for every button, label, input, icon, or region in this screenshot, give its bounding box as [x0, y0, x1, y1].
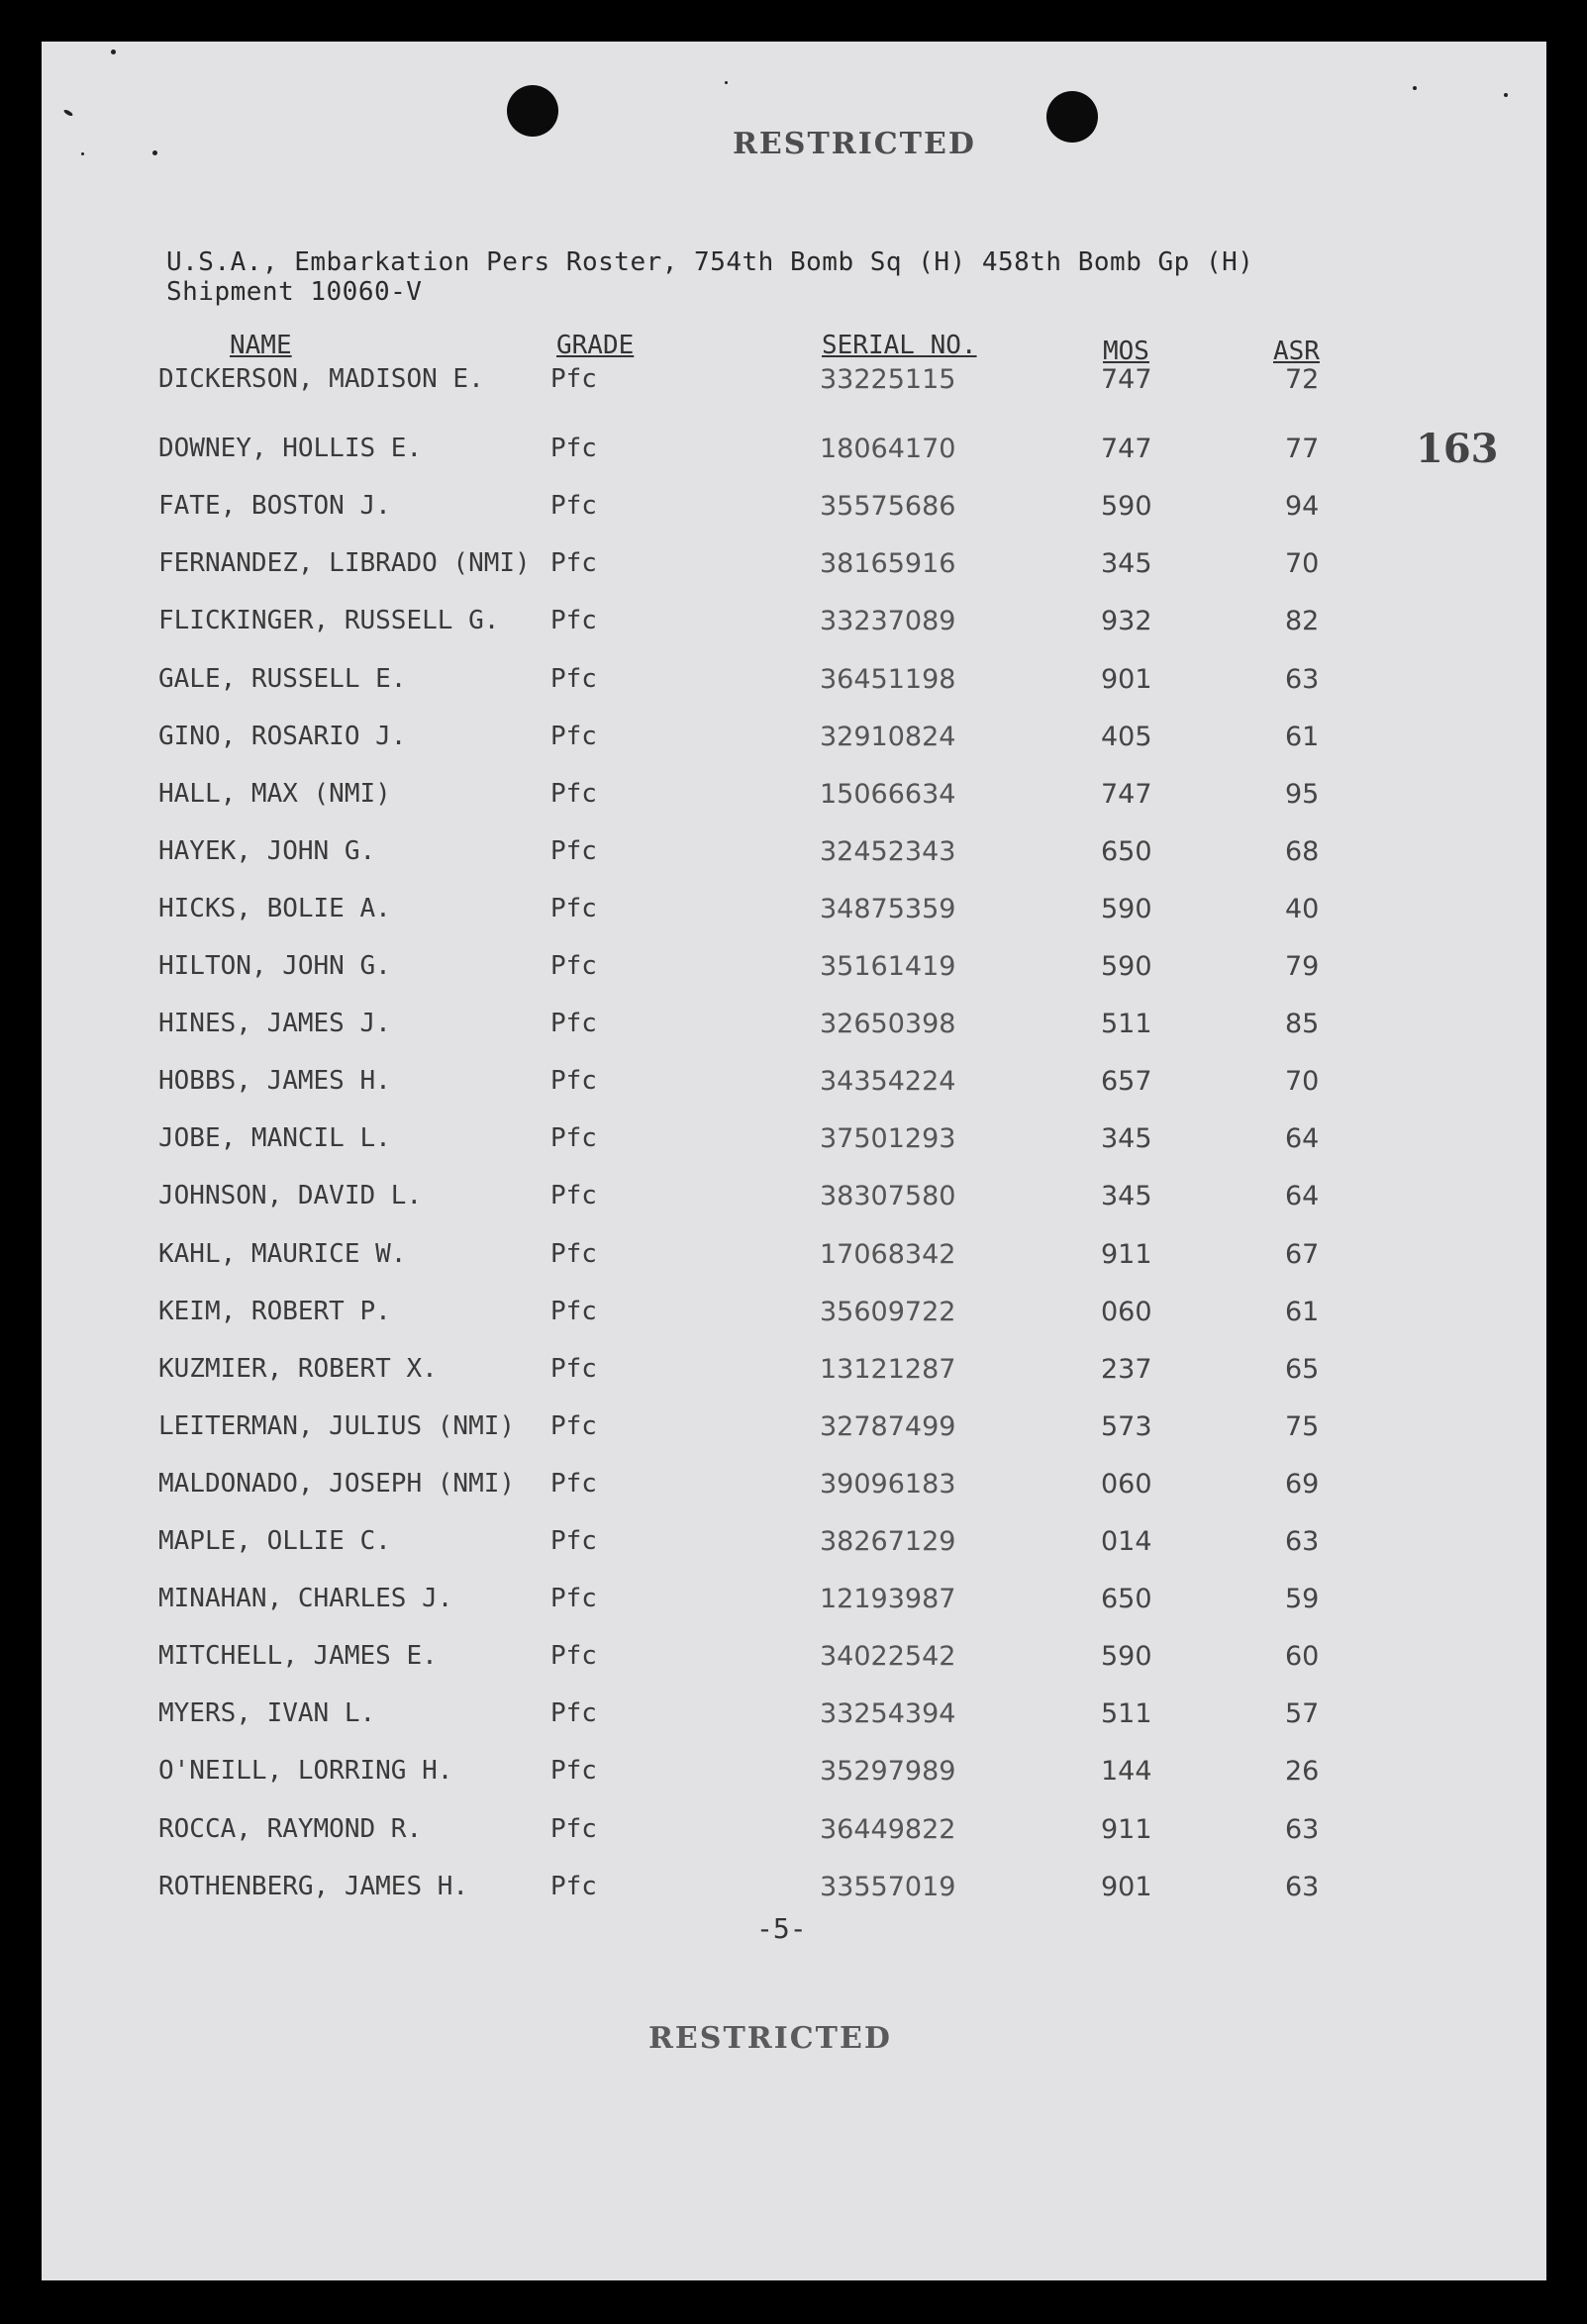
table-row	[0, 434, 1587, 473]
table-row	[0, 1239, 1587, 1279]
name-cell: FERNANDEZ, LIBRADO (NMI)	[158, 548, 531, 579]
grade-cell: Pfc	[550, 835, 597, 866]
serial-cell: 34022542	[820, 1641, 956, 1673]
grade-cell: Pfc	[550, 1009, 597, 1039]
name-cell: JOHNSON, DAVID L.	[158, 1181, 423, 1211]
table-row	[0, 491, 1587, 531]
asr-cell: 82	[1285, 606, 1320, 637]
grade-cell: Pfc	[550, 1526, 597, 1556]
serial-cell: 35575686	[820, 491, 956, 523]
roster-title: U.S.A., Embarkation Pers Roster, 754th Bomb Sq (H) 458th Bomb Gp (H)	[166, 247, 1254, 277]
mos-cell: 345	[1101, 1181, 1152, 1212]
asr-cell: 72	[1285, 364, 1320, 395]
name-cell: HILTON, JOHN G.	[158, 951, 391, 981]
table-row	[0, 1526, 1587, 1566]
name-cell: HINES, JAMES J.	[158, 1009, 391, 1039]
name-cell: GALE, RUSSELL E.	[158, 663, 407, 694]
asr-cell: 70	[1285, 1066, 1320, 1098]
table-row	[0, 951, 1587, 991]
serial-cell: 13121287	[820, 1353, 956, 1385]
mos-cell: 901	[1101, 663, 1152, 695]
grade-cell: Pfc	[550, 1238, 597, 1269]
mos-cell: 345	[1101, 1123, 1152, 1155]
speck	[1504, 93, 1508, 97]
mos-cell: 060	[1101, 1296, 1152, 1327]
name-cell: FATE, BOSTON J.	[158, 491, 391, 522]
name-cell: HALL, MAX (NMI)	[158, 778, 391, 809]
name-cell: HICKS, BOLIE A.	[158, 893, 391, 923]
serial-cell: 36449822	[820, 1813, 956, 1845]
serial-cell: 12193987	[820, 1584, 956, 1615]
grade-cell: Pfc	[550, 548, 597, 579]
asr-cell: 77	[1285, 434, 1320, 465]
serial-cell: 32910824	[820, 721, 956, 752]
mos-cell: 650	[1101, 835, 1152, 867]
serial-cell: 38307580	[820, 1181, 956, 1212]
table-row	[0, 1009, 1587, 1048]
speck	[81, 152, 84, 155]
name-cell: KEIM, ROBERT P.	[158, 1296, 391, 1326]
serial-cell: 36451198	[820, 663, 956, 695]
grade-cell: Pfc	[550, 1698, 597, 1729]
column-header-mos: MOS	[1103, 337, 1149, 366]
mos-cell: 911	[1101, 1238, 1152, 1270]
name-cell: MALDONADO, JOSEPH (NMI)	[158, 1468, 516, 1499]
name-cell: O'NEILL, LORRING H.	[158, 1756, 453, 1787]
mos-cell: 237	[1101, 1353, 1152, 1385]
serial-cell: 33225115	[820, 364, 956, 395]
mos-cell: 747	[1101, 434, 1152, 465]
serial-cell: 38267129	[820, 1526, 956, 1557]
grade-cell: Pfc	[550, 606, 597, 636]
serial-cell: 38165916	[820, 548, 956, 580]
table-row	[0, 1872, 1587, 1911]
asr-cell: 59	[1285, 1584, 1320, 1615]
table-row	[0, 1641, 1587, 1681]
serial-cell: 33557019	[820, 1871, 956, 1902]
asr-cell: 61	[1285, 721, 1320, 752]
mos-cell: 901	[1101, 1871, 1152, 1902]
speck	[725, 81, 728, 84]
name-cell: HOBBS, JAMES H.	[158, 1066, 391, 1097]
grade-cell: Pfc	[550, 1813, 597, 1844]
grade-cell: Pfc	[550, 1584, 597, 1614]
grade-cell: Pfc	[550, 434, 597, 464]
name-cell: ROTHENBERG, JAMES H.	[158, 1871, 469, 1901]
grade-cell: Pfc	[550, 1181, 597, 1211]
serial-cell: 39096183	[820, 1468, 956, 1500]
table-row	[0, 836, 1587, 876]
table-row	[0, 664, 1587, 704]
grade-cell: Pfc	[550, 1353, 597, 1384]
serial-cell: 35609722	[820, 1296, 956, 1327]
serial-cell: 18064170	[820, 434, 956, 465]
asr-cell: 63	[1285, 663, 1320, 695]
mos-cell: 511	[1101, 1698, 1152, 1730]
mos-cell: 511	[1101, 1009, 1152, 1040]
name-cell: MAPLE, OLLIE C.	[158, 1526, 391, 1556]
name-cell: MITCHELL, JAMES E.	[158, 1641, 438, 1672]
name-cell: JOBE, MANCIL L.	[158, 1123, 391, 1154]
asr-cell: 60	[1285, 1641, 1320, 1673]
mos-cell: 405	[1101, 721, 1152, 752]
table-row	[0, 1297, 1587, 1336]
grade-cell: Pfc	[550, 778, 597, 809]
mos-cell: 345	[1101, 548, 1152, 580]
table-row	[0, 1123, 1587, 1163]
page-number: -5-	[756, 1912, 807, 1945]
mos-cell: 590	[1101, 1641, 1152, 1673]
grade-cell: Pfc	[550, 1756, 597, 1787]
table-row	[0, 1469, 1587, 1508]
mos-cell: 590	[1101, 951, 1152, 982]
asr-cell: 61	[1285, 1296, 1320, 1327]
mos-cell: 747	[1101, 364, 1152, 395]
column-header-grade: GRADE	[556, 331, 635, 360]
serial-cell: 33254394	[820, 1698, 956, 1730]
table-row	[0, 1066, 1587, 1106]
asr-cell: 79	[1285, 951, 1320, 982]
column-header-serial: SERIAL NO.	[822, 331, 977, 360]
column-header-name: NAME	[230, 331, 292, 360]
table-row	[0, 548, 1587, 588]
mos-cell: 932	[1101, 606, 1152, 637]
serial-cell: 35161419	[820, 951, 956, 982]
table-row	[0, 1181, 1587, 1220]
restricted-stamp-top: RESTRICTED	[733, 127, 976, 161]
name-cell: DICKERSON, MADISON E.	[158, 364, 484, 394]
table-row	[0, 722, 1587, 761]
name-cell: HAYEK, JOHN G.	[158, 835, 376, 866]
asr-cell: 63	[1285, 1813, 1320, 1845]
serial-cell: 35297989	[820, 1756, 956, 1788]
asr-cell: 69	[1285, 1468, 1320, 1500]
asr-cell: 70	[1285, 548, 1320, 580]
mos-cell: 747	[1101, 778, 1152, 810]
grade-cell: Pfc	[550, 1468, 597, 1499]
asr-cell: 64	[1285, 1181, 1320, 1212]
serial-cell: 17068342	[820, 1238, 956, 1270]
table-row	[0, 1814, 1587, 1854]
serial-cell: 37501293	[820, 1123, 956, 1155]
name-cell: MYERS, IVAN L.	[158, 1698, 376, 1729]
mos-cell: 590	[1101, 491, 1152, 523]
punch-hole-right	[1046, 91, 1098, 143]
grade-cell: Pfc	[550, 364, 597, 394]
speck	[152, 150, 157, 155]
table-row	[0, 1756, 1587, 1795]
table-row	[0, 1584, 1587, 1623]
name-cell: DOWNEY, HOLLIS E.	[158, 434, 423, 464]
asr-cell: 57	[1285, 1698, 1320, 1730]
serial-cell: 15066634	[820, 778, 956, 810]
table-row	[0, 606, 1587, 645]
serial-cell: 33237089	[820, 606, 956, 637]
serial-cell: 34354224	[820, 1066, 956, 1098]
table-row	[0, 1698, 1587, 1738]
grade-cell: Pfc	[550, 1871, 597, 1901]
asr-cell: 40	[1285, 893, 1320, 924]
grade-cell: Pfc	[550, 1066, 597, 1097]
table-row	[0, 364, 1587, 404]
grade-cell: Pfc	[550, 491, 597, 522]
name-cell: KUZMIER, ROBERT X.	[158, 1353, 438, 1384]
asr-cell: 65	[1285, 1353, 1320, 1385]
shipment-number: Shipment 10060-V	[166, 277, 423, 307]
mos-cell: 144	[1101, 1756, 1152, 1788]
asr-cell: 64	[1285, 1123, 1320, 1155]
name-cell: LEITERMAN, JULIUS (NMI)	[158, 1410, 516, 1441]
name-cell: GINO, ROSARIO J.	[158, 721, 407, 751]
serial-cell: 32650398	[820, 1009, 956, 1040]
asr-cell: 94	[1285, 491, 1320, 523]
table-row	[0, 1354, 1587, 1394]
asr-cell: 63	[1285, 1871, 1320, 1902]
grade-cell: Pfc	[550, 663, 597, 694]
name-cell: MINAHAN, CHARLES J.	[158, 1584, 453, 1614]
restricted-stamp-bottom: RESTRICTED	[648, 2021, 892, 2056]
grade-cell: Pfc	[550, 893, 597, 923]
asr-cell: 68	[1285, 835, 1320, 867]
asr-cell: 95	[1285, 778, 1320, 810]
mos-cell: 573	[1101, 1410, 1152, 1442]
name-cell: FLICKINGER, RUSSELL G.	[158, 606, 500, 636]
speck	[1413, 86, 1417, 90]
mos-cell: 590	[1101, 893, 1152, 924]
grade-cell: Pfc	[550, 1123, 597, 1154]
table-row	[0, 1411, 1587, 1451]
mos-cell: 657	[1101, 1066, 1152, 1098]
grade-cell: Pfc	[550, 721, 597, 751]
mos-cell: 650	[1101, 1584, 1152, 1615]
speck	[111, 49, 116, 54]
asr-cell: 75	[1285, 1410, 1320, 1442]
punch-hole-left	[507, 85, 558, 137]
mos-cell: 911	[1101, 1813, 1152, 1845]
grade-cell: Pfc	[550, 1410, 597, 1441]
name-cell: ROCCA, RAYMOND R.	[158, 1813, 423, 1844]
asr-cell: 85	[1285, 1009, 1320, 1040]
serial-cell: 32787499	[820, 1410, 956, 1442]
asr-cell: 26	[1285, 1756, 1320, 1788]
name-cell: KAHL, MAURICE W.	[158, 1238, 407, 1269]
grade-cell: Pfc	[550, 1641, 597, 1672]
serial-cell: 32452343	[820, 835, 956, 867]
table-row	[0, 779, 1587, 819]
speck	[63, 109, 74, 117]
table-row	[0, 894, 1587, 933]
serial-cell: 34875359	[820, 893, 956, 924]
grade-cell: Pfc	[550, 951, 597, 981]
page-mark-163: 163	[1416, 426, 1499, 472]
asr-cell: 67	[1285, 1238, 1320, 1270]
column-header-asr: ASR	[1273, 337, 1320, 366]
asr-cell: 63	[1285, 1526, 1320, 1557]
grade-cell: Pfc	[550, 1296, 597, 1326]
mos-cell: 014	[1101, 1526, 1152, 1557]
mos-cell: 060	[1101, 1468, 1152, 1500]
